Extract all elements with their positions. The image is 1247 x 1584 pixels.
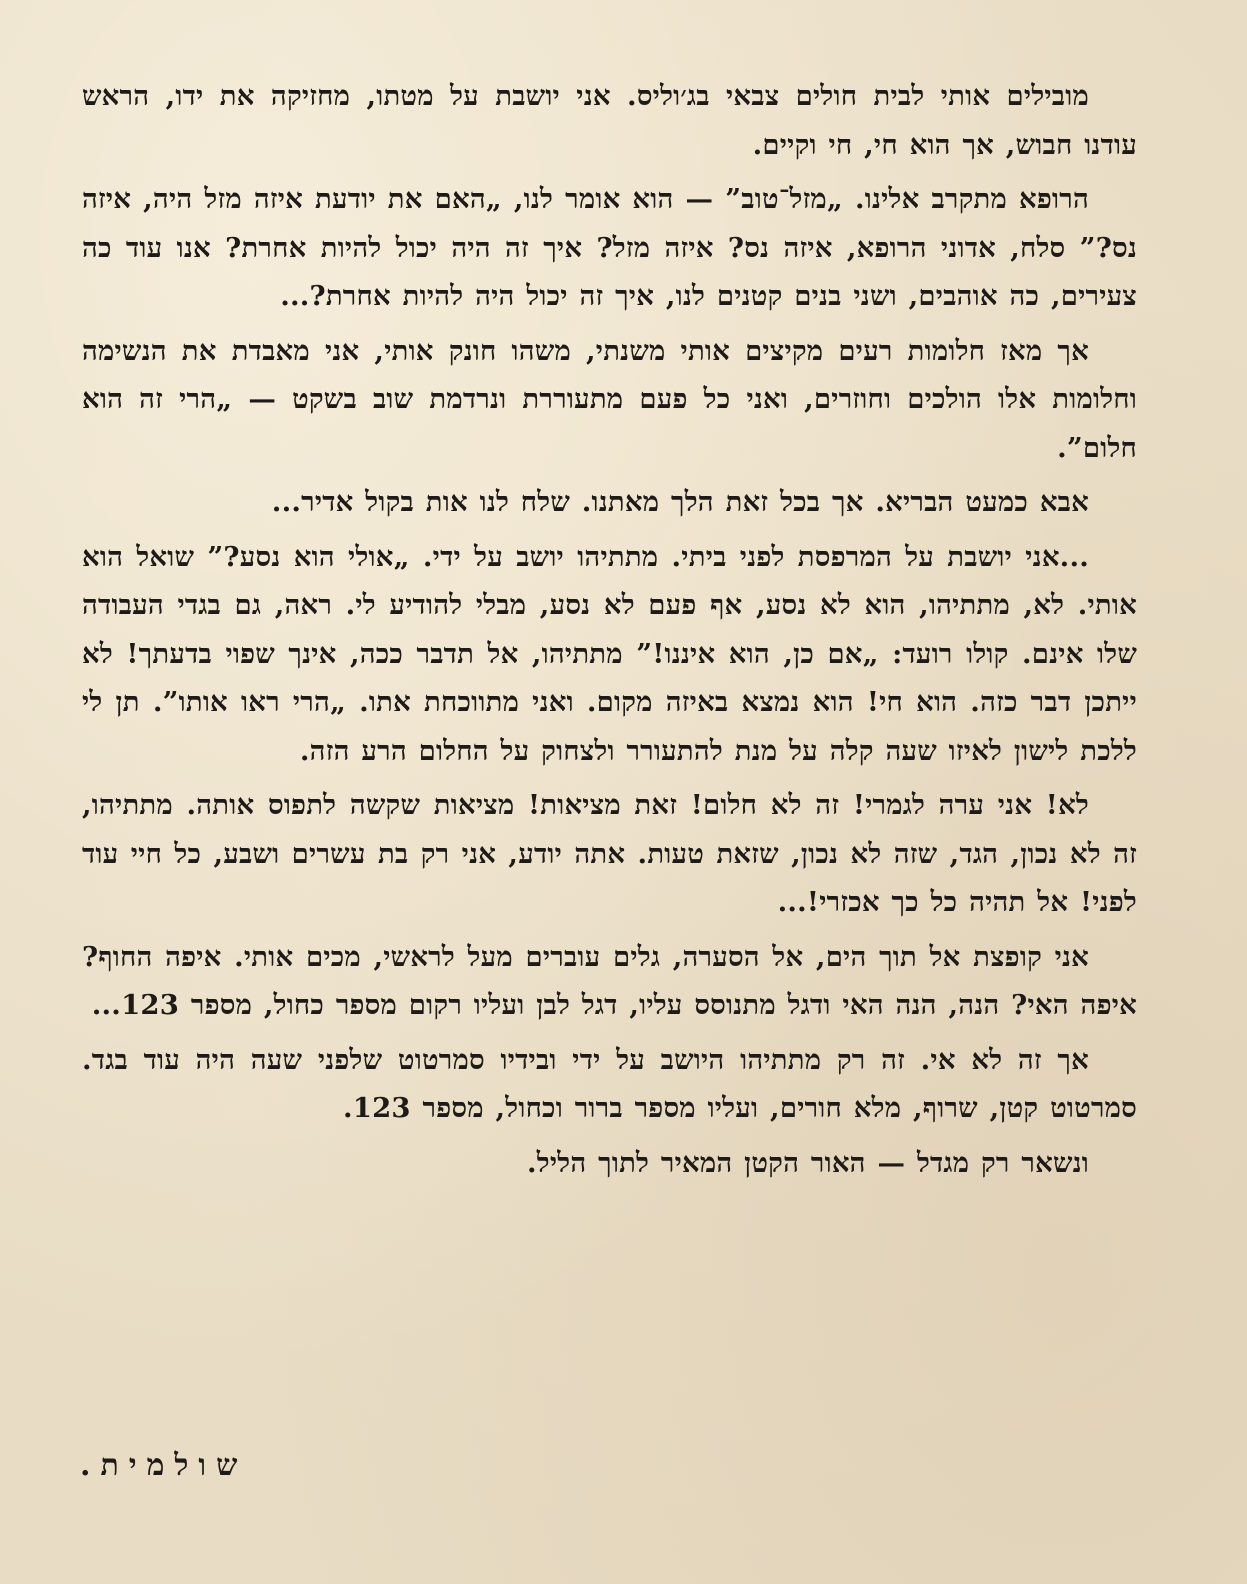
author-signature: שולמית.: [80, 1448, 248, 1483]
document-body: [82, 72, 1137, 1187]
paragraph-bad-dreams: אך מאז חלומות רעים מקיצים אותי משנתי, משהו חונק אותי, אני מאבדת את הנשימה וחלומות אלו הולכים וחוזרים, ואני כל פעם מתעוררת ונרדמת שוב בשקט — „הרי זה הוא חלום”.: [82, 334, 1137, 464]
paragraph-hospital: מובילים אותי לבית חולים צבאי בג׳וליס. אני יושבת על מטתו, מחזיקה את ידו, הראש עודנו חבוש, אך הוא חי, חי וקיים.: [82, 80, 1137, 161]
paragraph-reality: לא! אני ערה לגמרי! זה לא חלום! זאת מציאות! מציאות שקשה לתפוס אותה. מתתיהו, זה לא נכון, הגד, שזה לא נכון, שזאת טעות. אתה יודע, אני רק בת עשרים ושבע, כל חיי עוד לפני! אל תהיה כל כך אכזרי!...: [82, 789, 1137, 918]
paragraph-doctor: הרופא מתקרב אלינו. „מזל־טוב” — הוא אומר לנו, „האם את יודעת איזה מזל היה, איזה נס?” סלח, אדוני הרופא, איזה נס? איזה מזל? איך זה היה יכול להיות אחרת? אנו עוד כה צעירים, כה אוהבים, ושני בנים קטנים לנו, איך זה יכול היה להיות אחרת?...: [82, 183, 1137, 312]
paragraph-tower: ונשאר רק מגדל — האור הקטן המאיר לתוך הליל.: [527, 1146, 1089, 1179]
paragraph-sea: אני קופצת אל תוך הים, אל הסערה, גלים עוברים מעל לראשי, מכים אותי. איפה החוף? איפה האי? הנה, הנה האי ודגל מתנוסס עליו, דגל לבן ועליו רקום מספר כחול, מספר 123...: [82, 940, 1137, 1021]
paragraph-rag: אך זה לא אי. זה רק מתתיהו היושב על ידי ובידיו סמרטוט שלפני שעה היה עוד בגד. סמרטוט קטן, שרוף, מלא חורים, ועליו מספר ברור וכחול, מספר 123.: [82, 1043, 1137, 1124]
paragraph-father: אבא כמעט הבריא. אך בכל זאת הלך מאתנו. שלח לנו אות בקול אדיר...: [271, 486, 1089, 518]
paragraph-balcony: ...אני יושבת על המרפסת לפני ביתי. מתתיהו יושב על ידי. „אולי הוא נסע?” שואל הוא אותי. לא, מתתיהו, הוא לא נסע, אף פעם לא נסע, מבלי להודיע לי. ראה, גם בגדי העבודה שלו אינם. קולו רועד: „אם כן, הוא איננו!” מתתיהו, אל תדבר ככה, אינך שפוי בדעתך! לא ייתכן דבר כזה. הוא חי! הוא נמצא באיזה מקום. ואני מתווכחת אתו. „הרי ראו אותו”. תן לי ללכת לישון לאיזו שעה קלה על מנת להתעורר ולצחוק על החלום הרע הזה.: [82, 540, 1137, 767]
